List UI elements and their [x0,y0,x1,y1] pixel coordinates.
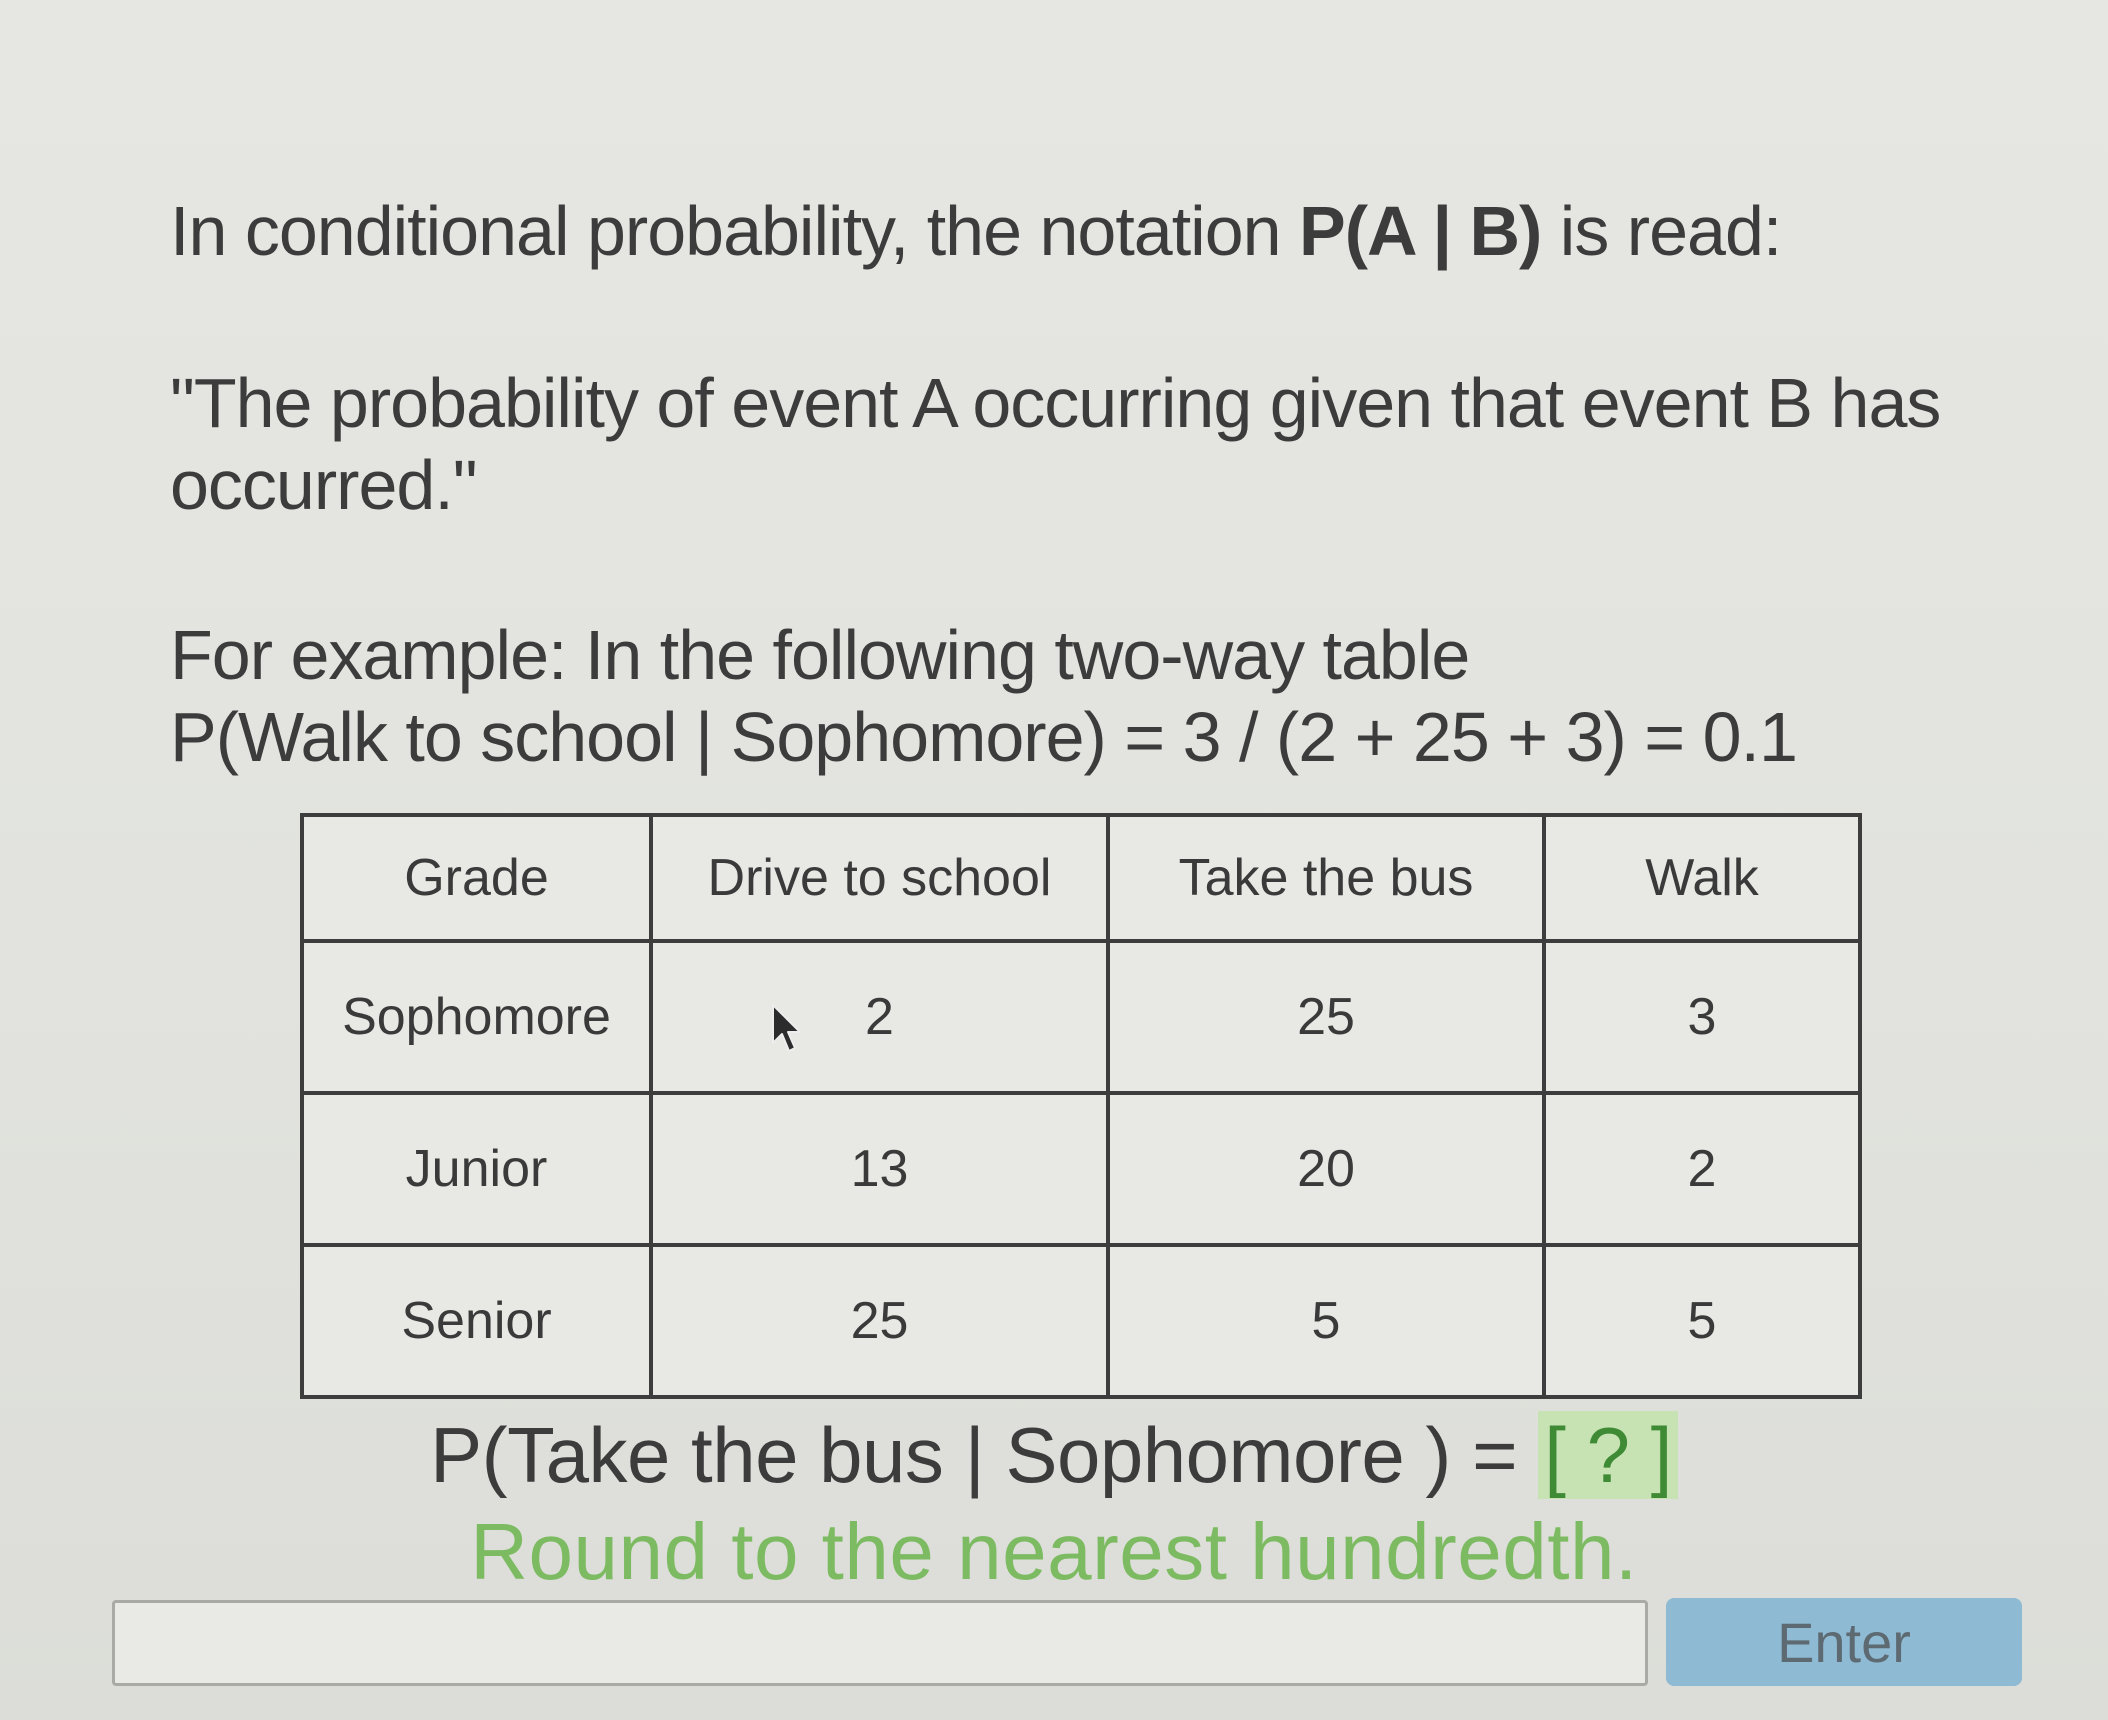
header-bus: Take the bus [1108,815,1544,941]
table-cell: 5 [1544,1245,1860,1397]
table-cell: 25 [1108,941,1544,1093]
example-line-1: For example: In the following two-way table [170,616,1470,694]
table-cell: 2 [651,941,1108,1093]
rounding-hint: Round to the nearest hundredth. [470,1507,1638,1596]
intro-suffix: is read: [1541,192,1782,270]
table-row [302,941,1860,1093]
two-way-table [300,813,1862,1399]
row-label-junior: Junior [302,1093,651,1245]
example-line-2: P(Walk to school | Sophomore) = 3 / (2 + 25 + 3) = 0.1 [170,698,1797,776]
header-drive: Drive to school [651,815,1108,941]
table-row [302,1245,1860,1397]
intro-prefix: In conditional probability, the notation [170,192,1300,270]
enter-button[interactable]: Enter [1666,1598,2022,1686]
table-cell: 20 [1108,1093,1544,1245]
table-cell: 25 [651,1245,1108,1397]
row-label-senior: Senior [302,1245,651,1397]
table-row [302,1093,1860,1245]
header-grade: Grade [302,815,651,941]
row-label-sophomore: Sophomore [302,941,651,1093]
table-cell: 5 [1108,1245,1544,1397]
intro-notation: P(A | B) [1299,192,1542,270]
table-cell: 3 [1544,941,1860,1093]
table-cell: 2 [1544,1093,1860,1245]
header-walk: Walk [1544,815,1860,941]
question-target [0,1410,2108,1500]
intro-line [170,190,2050,272]
question-text [170,190,2050,778]
answer-input[interactable] [112,1600,1648,1686]
answer-blank: [ ? ] [1538,1411,1678,1499]
mouse-pointer-icon [770,1003,804,1057]
two-way-table-container [300,813,1862,1399]
table-header-row [302,815,1860,941]
target-expression: P(Take the bus | Sophomore ) = [430,1411,1539,1499]
definition-quote: "The probability of event A occurring given that event B has occurred." [170,364,1941,524]
table-cell: 13 [651,1093,1108,1245]
